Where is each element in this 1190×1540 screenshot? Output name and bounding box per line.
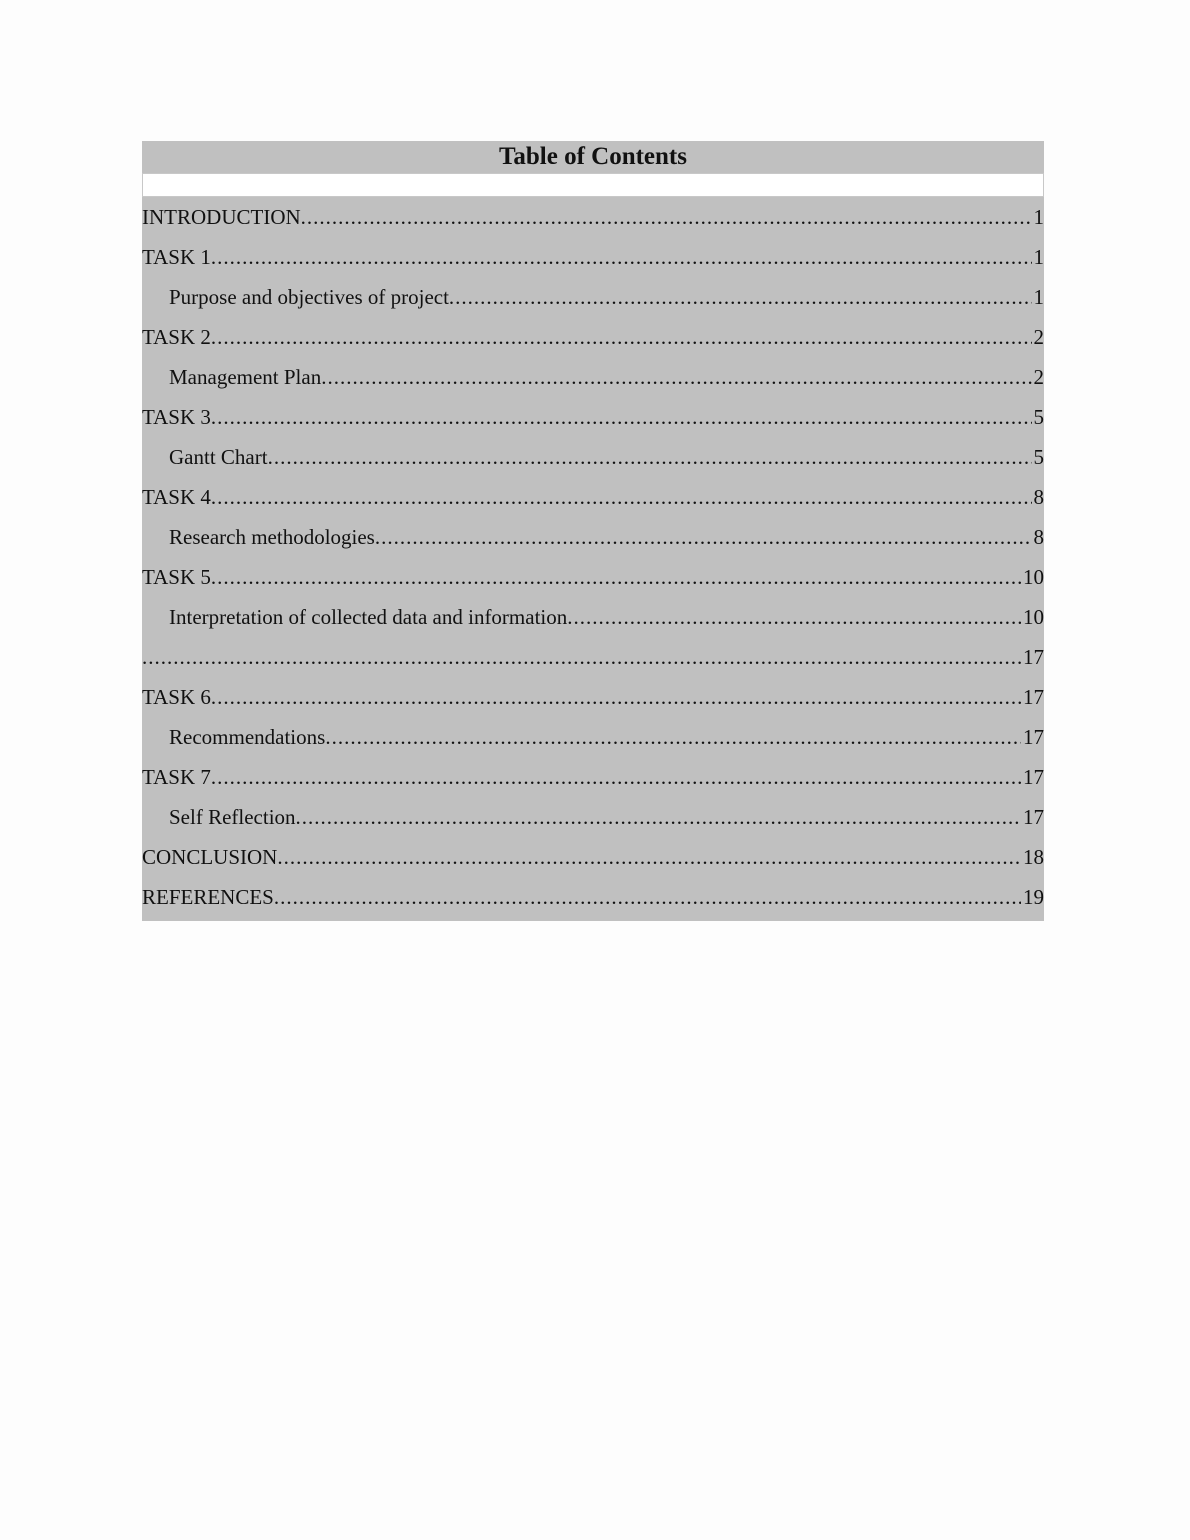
- toc-entry-label: Management Plan: [169, 365, 322, 389]
- toc-entry-label: Recommendations: [169, 725, 326, 749]
- toc-entry[interactable]: [142, 717, 1044, 757]
- toc-entry[interactable]: [142, 837, 1044, 877]
- toc-entry[interactable]: [142, 877, 1044, 917]
- toc-entry-page-number: 10: [1023, 605, 1044, 629]
- toc-entry-page-number: 18: [1023, 845, 1044, 869]
- toc-entry-page-number: 19: [1023, 885, 1044, 909]
- toc-dot-leader: [277, 837, 1021, 877]
- toc-entry[interactable]: [142, 357, 1044, 397]
- toc-entry-label: CONCLUSION: [142, 845, 278, 869]
- toc-dot-leader: [449, 277, 1032, 317]
- toc-dot-leader: [211, 237, 1032, 277]
- toc-entry-label: Gantt Chart: [169, 445, 268, 469]
- toc-dot-leader: [296, 797, 1021, 837]
- toc-dot-leader: [142, 637, 1021, 677]
- toc-entry-label: Self Reflection: [169, 805, 296, 829]
- toc-dot-leader: [211, 557, 1021, 597]
- toc-dot-leader: [274, 877, 1021, 917]
- toc-entry[interactable]: [142, 637, 1044, 677]
- toc-entry-page-number: 5: [1033, 405, 1044, 429]
- toc-entry-page-number: 1: [1033, 285, 1044, 309]
- toc-entry-label: TASK 7: [142, 765, 211, 789]
- toc-entry-label: TASK 3: [142, 405, 211, 429]
- toc-dot-leader: [567, 597, 1021, 637]
- toc-entry[interactable]: [142, 517, 1044, 557]
- toc-entry-page-number: 17: [1023, 765, 1044, 789]
- toc-dot-leader: [211, 397, 1032, 437]
- toc-entry-page-number: 2: [1033, 365, 1044, 389]
- toc-entry[interactable]: [142, 677, 1044, 717]
- toc-entry[interactable]: [142, 197, 1044, 237]
- toc-entry-page-number: 17: [1023, 645, 1044, 669]
- table-of-contents: [142, 141, 1044, 921]
- toc-dot-leader: [268, 437, 1032, 477]
- toc-dot-leader: [301, 197, 1032, 237]
- toc-entry-label: Research methodologies: [169, 525, 375, 549]
- toc-dot-leader: [211, 477, 1032, 517]
- toc-entry[interactable]: [142, 317, 1044, 357]
- toc-spacer: [142, 173, 1044, 197]
- toc-dot-leader: [211, 317, 1032, 357]
- toc-entry-page-number: 17: [1023, 805, 1044, 829]
- toc-entry[interactable]: [142, 437, 1044, 477]
- toc-entry-page-number: 2: [1033, 325, 1044, 349]
- toc-entry-label: TASK 2: [142, 325, 211, 349]
- toc-entry[interactable]: [142, 237, 1044, 277]
- toc-entry-label: TASK 1: [142, 245, 211, 269]
- toc-entry[interactable]: [142, 757, 1044, 797]
- toc-entry[interactable]: [142, 397, 1044, 437]
- toc-entry-page-number: 17: [1023, 725, 1044, 749]
- toc-entry-label: TASK 4: [142, 485, 211, 509]
- toc-entry-label: TASK 5: [142, 565, 211, 589]
- toc-entry[interactable]: [142, 477, 1044, 517]
- toc-dot-leader: [321, 357, 1031, 397]
- toc-entry-page-number: 8: [1033, 485, 1044, 509]
- toc-entries: [142, 197, 1044, 921]
- toc-entry[interactable]: [142, 597, 1044, 637]
- toc-entry-page-number: 10: [1023, 565, 1044, 589]
- toc-entry[interactable]: [142, 797, 1044, 837]
- toc-entry-label: INTRODUCTION: [142, 205, 301, 229]
- toc-entry-page-number: 17: [1023, 685, 1044, 709]
- toc-dot-leader: [211, 677, 1021, 717]
- toc-entry-page-number: 5: [1033, 445, 1044, 469]
- toc-entry-page-number: 1: [1033, 245, 1044, 269]
- toc-entry-label: Purpose and objectives of project: [169, 285, 449, 309]
- toc-title: Table of Contents: [142, 141, 1044, 173]
- toc-entry[interactable]: [142, 277, 1044, 317]
- toc-dot-leader: [325, 717, 1021, 757]
- toc-dot-leader: [375, 517, 1032, 557]
- toc-entry-label: REFERENCES: [142, 885, 274, 909]
- toc-entry-page-number: 8: [1033, 525, 1044, 549]
- toc-dot-leader: [211, 757, 1021, 797]
- toc-entry-page-number: 1: [1033, 205, 1044, 229]
- toc-entry-label: TASK 6: [142, 685, 211, 709]
- toc-entry-label: Interpretation of collected data and information: [169, 605, 568, 629]
- toc-entry[interactable]: [142, 557, 1044, 597]
